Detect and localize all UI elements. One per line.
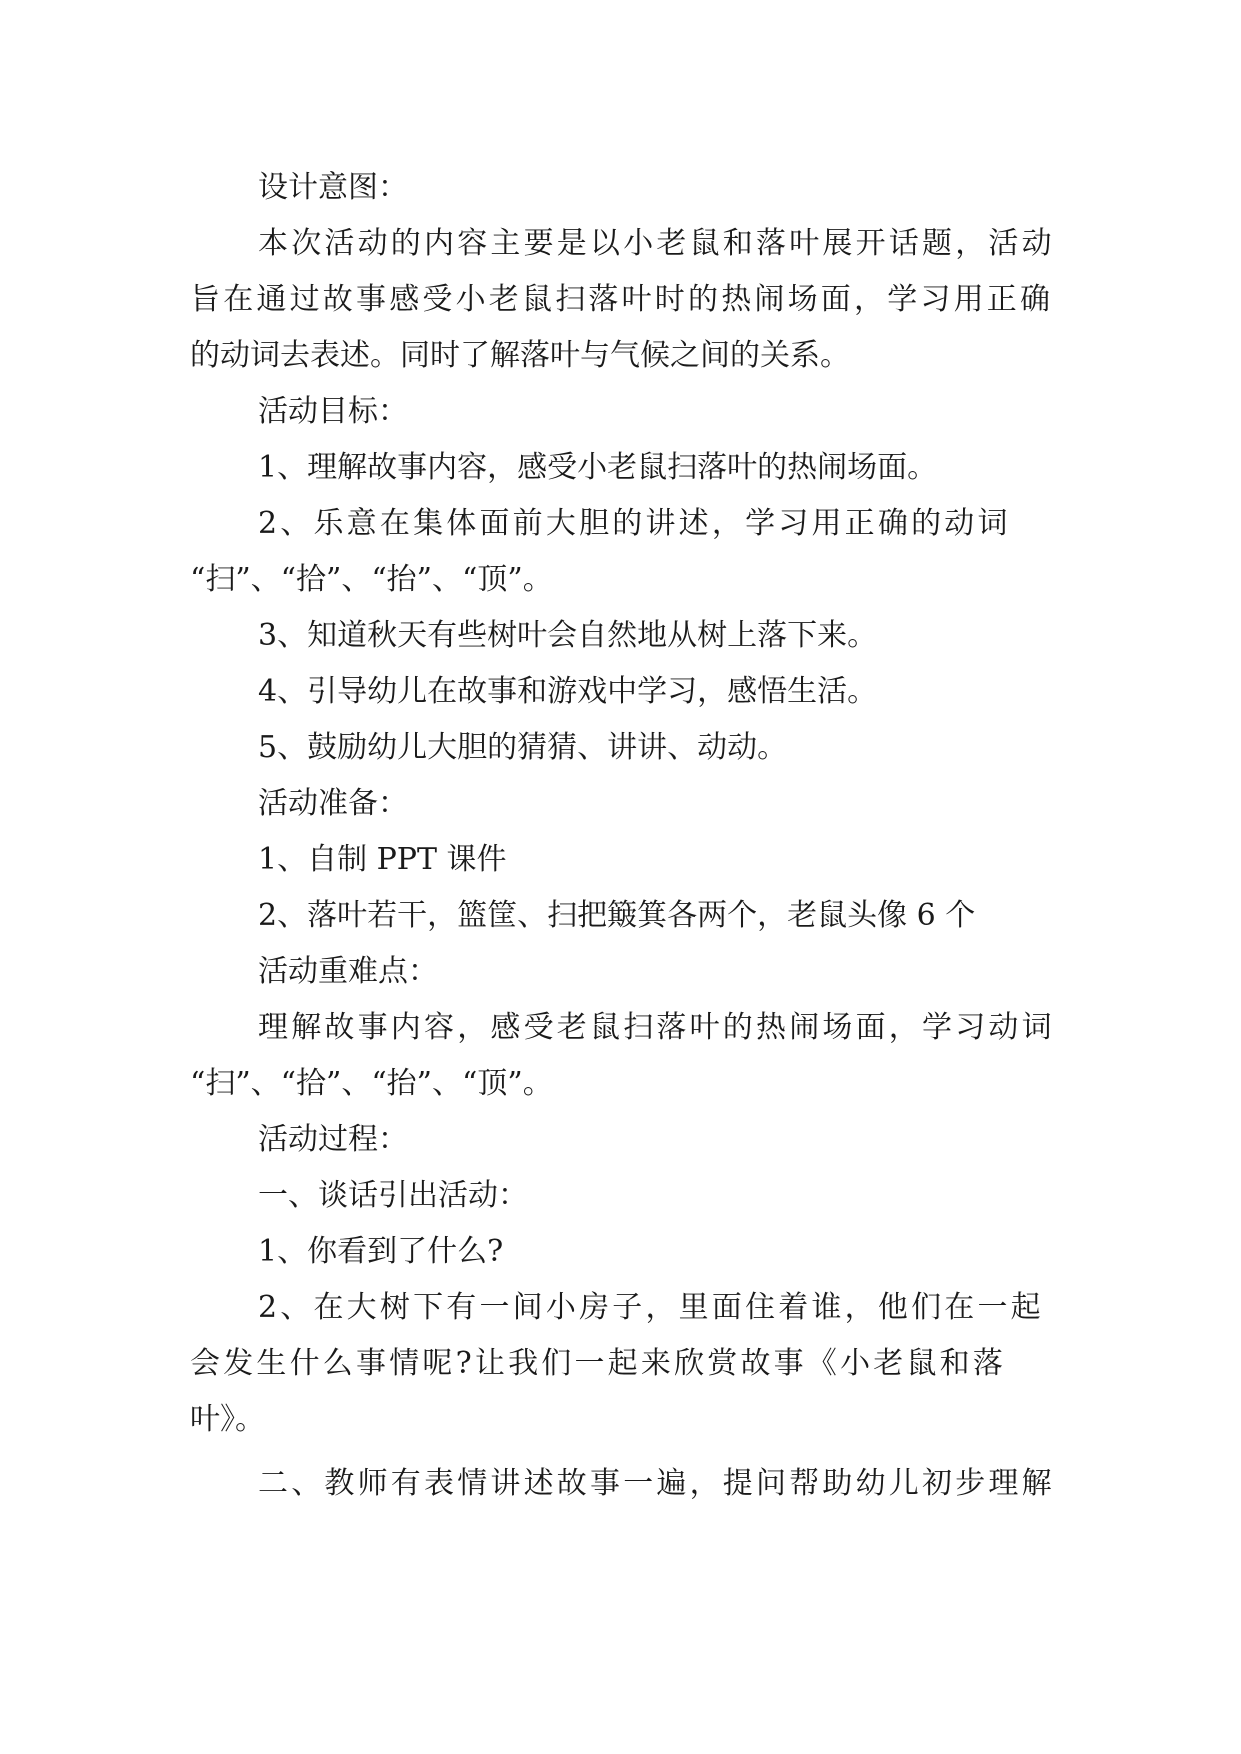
list-item: 2、在大树下有一间小房子，里面住着谁，他们在一起 [258,1290,1044,1325]
list-item: 3、知道秋天有些树叶会自然地从树上落下来。 [258,618,878,653]
list-item: 1、你看到了什么? [258,1234,504,1269]
heading-key-points: 活动重难点： [258,954,438,989]
section-heading: 一、谈话引出活动： [258,1178,528,1213]
paragraph-line: 本次活动的内容主要是以小老鼠和落叶展开话题，活动 [258,226,1055,261]
list-item: 5、鼓励幼儿大胆的猜猜、讲讲、动动。 [258,730,788,765]
list-item-continuation: 叶》。 [190,1402,265,1437]
heading-activity-process: 活动过程： [258,1122,408,1157]
heading-activity-preparation: 活动准备： [258,786,408,821]
paragraph-line: 理解故事内容，感受老鼠扫落叶的热闹场面，学习动词 [258,1010,1055,1045]
list-item: 1、理解故事内容，感受小老鼠扫落叶的热闹场面。 [258,450,938,485]
list-item-continuation: “扫”、“拾”、“抬”、“顶”。 [190,562,553,597]
paragraph-line: 旨在通过故事感受小老鼠扫落叶时的热闹场面，学习用正确 [190,282,1054,317]
list-item: 1、自制 PPT 课件 [258,842,507,877]
heading-design-intent: 设计意图： [258,170,408,205]
heading-activity-goals: 活动目标： [258,394,408,429]
list-item-continuation: 会发生什么事情呢?让我们一起来欣赏故事《小老鼠和落 [190,1346,1007,1381]
list-item: 4、引导幼儿在故事和游戏中学习，感悟生活。 [258,674,878,709]
section-heading: 二、教师有表情讲述故事一遍，提问帮助幼儿初步理解 [258,1466,1055,1501]
list-item: 2、落叶若干，篮筐、扫把簸箕各两个，老鼠头像 6 个 [258,898,976,933]
paragraph-line: “扫”、“拾”、“抬”、“顶”。 [190,1066,553,1101]
list-item: 2、乐意在集体面前大胆的讲述，学习用正确的动词 [258,506,1011,541]
paragraph-line: 的动词去表述。同时了解落叶与气候之间的关系。 [190,338,850,373]
